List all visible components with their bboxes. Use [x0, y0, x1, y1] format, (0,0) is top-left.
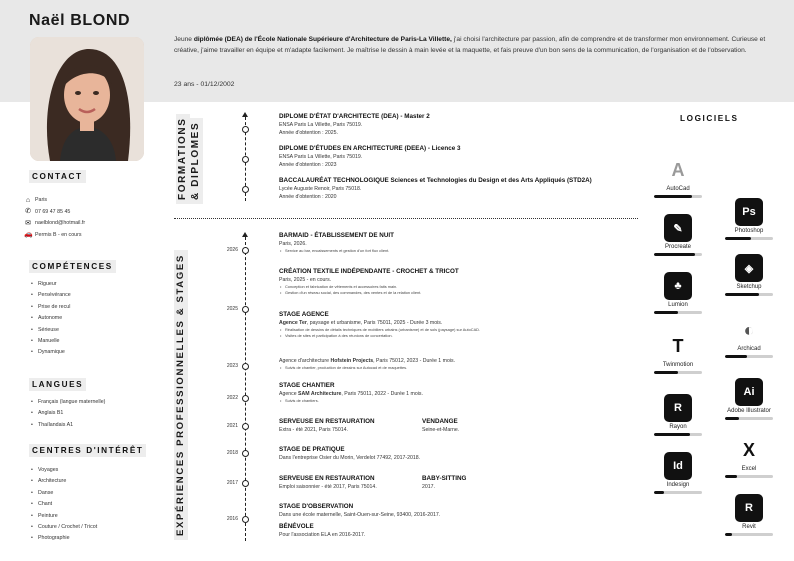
- experience-timeline-line: [245, 237, 246, 541]
- list-item: • Architecture: [31, 476, 97, 487]
- experience-entry: [422, 475, 466, 491]
- list-item: • Rigueur: [31, 279, 71, 290]
- education-section-label: [176, 114, 190, 204]
- software-name: Photoshop: [734, 228, 764, 234]
- software-level-bar: [725, 475, 773, 478]
- software-level-fill: [654, 433, 690, 436]
- education-entry: [279, 177, 592, 202]
- software-level-bar: [654, 371, 702, 374]
- software-name: Adobe Illustrator: [727, 408, 771, 414]
- education-entry: [279, 113, 430, 138]
- experience-dot: [242, 450, 249, 457]
- experience-entry: [279, 382, 423, 404]
- year-label: 2017: [226, 480, 238, 486]
- experience-dot: [242, 247, 249, 254]
- experience-detail: Paris, 2026.: [279, 241, 307, 247]
- software-item: [638, 156, 718, 198]
- software-level-bar: [725, 533, 773, 536]
- experience-detail: Dans une école maternelle, Saint-Ouen-sur-Seine, 93400, 2016-2017.: [279, 512, 441, 518]
- intro-text-part: Jeune: [174, 36, 194, 43]
- software-name: AutoCad: [666, 186, 690, 192]
- software-name: Archicad: [737, 346, 761, 352]
- software-level-bar: [654, 311, 702, 314]
- detail-text: , paysage et urbanisme, Paris 75011, 2025 - Durée 3 mois.: [306, 320, 443, 326]
- experience-entry: [422, 418, 459, 434]
- software-level-fill: [725, 533, 732, 536]
- age-birthdate: 23 ans - 01/12/2002: [174, 81, 235, 88]
- software-level-bar: [654, 491, 702, 494]
- software-item: [709, 316, 789, 358]
- detail-company: Agence Ter: [279, 320, 307, 326]
- contact-text: 07 69 47 85 45: [35, 208, 71, 215]
- languages-list: [31, 397, 105, 431]
- list-item: • Voyages: [31, 465, 97, 476]
- list-item: • Couture / Crochet / Tricot: [31, 522, 97, 533]
- experience-detail: [279, 357, 455, 365]
- software-name: Sketchup: [736, 284, 762, 290]
- intro-text-part: j'ai choisi l'architecture par passion, afin de comprendre et de transformer mon environnement. Curieuse et créative, j'aime travailler en équipe et m'adapte facilement. Je maîtrise le dessin à main levée et la maquette, et fais preuve d'un bon sens de la communication, de l'organisation et de l'observation.: [174, 36, 766, 54]
- software-level-fill: [654, 311, 678, 314]
- lumion-icon: ♣: [664, 272, 692, 300]
- year-label: 2016: [226, 516, 238, 522]
- software-item: [638, 452, 718, 494]
- car-icon: 🚗: [24, 231, 33, 239]
- software-item: [638, 394, 718, 436]
- software-level-bar: [654, 253, 702, 256]
- experience-section-label: [174, 250, 188, 540]
- list-item: • Thaïlandais A1: [31, 420, 105, 431]
- procreate-icon: ✎: [664, 214, 692, 242]
- experience-entry: [279, 418, 375, 434]
- software-item: [709, 436, 789, 478]
- education-entry: [279, 145, 460, 170]
- education-section-label-2: [189, 118, 203, 204]
- experience-dot: [242, 395, 249, 402]
- software-name: Indesign: [666, 482, 690, 488]
- experience-title: STAGE AGENCE: [279, 311, 329, 318]
- experience-entry: [279, 357, 455, 371]
- rayon-icon: R: [664, 394, 692, 422]
- experience-entry: [279, 268, 459, 296]
- experience-bullet: • Réalisation de dessins de détails techniques de mobiliers urbains (urbanisme) et de sols (paysage) sur AutoCAD.: [279, 327, 480, 333]
- skills-title: COMPÉTENCES: [29, 260, 116, 273]
- education-detail: Année d'obtention : 2020: [279, 194, 337, 201]
- list-item: • Danse: [31, 488, 97, 499]
- experience-detail: Dans l'entreprise Osier du Morin, Verdelot 77492, 2017-2018.: [279, 455, 421, 461]
- software-level-fill: [654, 371, 678, 374]
- experience-bullet: • Suivis de chantier, production de dessins sur Autocad et de maquettes.: [279, 365, 455, 371]
- experience-bullet: • Visites de sites et participation à des réunions de concertation.: [279, 333, 480, 339]
- contact-item: [24, 230, 85, 242]
- experience-detail: Extra - été 2021, Paris 75014.: [279, 427, 348, 433]
- experience-bullet: • Gestion d'un réseau social, des commandes, des ventes et de la relation client.: [279, 290, 459, 296]
- year-label: 2023: [226, 363, 238, 369]
- experience-detail: Emploi saisonnier - été 2017, Paris 75014.: [279, 484, 377, 490]
- software-name: Lumion: [668, 302, 688, 308]
- experience-title: CRÉATION TEXTILE INDÉPENDANTE - CROCHET & TRICOT: [279, 268, 459, 275]
- year-label: 2021: [226, 423, 238, 429]
- education-detail: Année d'obtention : 2025.: [279, 130, 338, 137]
- software-name: Twinmotion: [662, 362, 694, 368]
- contact-text: Permis B - en cours: [35, 231, 82, 238]
- detail-company: SAM Architecture: [298, 391, 342, 397]
- archicad-icon: ◐: [735, 316, 763, 344]
- list-item: • Persévérance: [31, 290, 71, 301]
- software-level-bar: [725, 237, 773, 240]
- contact-text: Paris: [35, 197, 48, 203]
- list-item: • Photographie: [31, 533, 97, 544]
- list-item: • Anglais B1: [31, 408, 105, 419]
- year-label: 2022: [226, 395, 238, 401]
- software-item: [709, 494, 789, 536]
- experience-dot: [242, 480, 249, 487]
- software-level-fill: [654, 491, 664, 494]
- education-detail: ENSA Paris La Villette, Paris 75019.: [279, 122, 363, 128]
- skills-list: [31, 279, 71, 359]
- experience-entry: [279, 523, 365, 539]
- contact-item: [24, 195, 85, 207]
- software-level-fill: [725, 293, 759, 296]
- detail-text: Agence: [279, 391, 299, 397]
- excel-icon: X: [735, 436, 763, 464]
- experience-detail: 2017.: [422, 484, 435, 490]
- experience-dot: [242, 423, 249, 430]
- interests-title: CENTRES D'INTÉRÊT: [29, 444, 146, 457]
- contact-item: [24, 207, 85, 219]
- experience-title: SERVEUSE EN RESTAURATION: [279, 475, 375, 482]
- experience-title: BARMAID - ÉTABLISSEMENT DE NUIT: [279, 232, 394, 239]
- experience-entry: [279, 503, 440, 519]
- education-label-line1: FORMATIONS: [177, 117, 188, 200]
- education-title: DIPLOME D'ÉTUDES EN ARCHITECTURE (DEEA) - Licence 3: [279, 145, 461, 152]
- education-detail: Lycée Auguste Renoir, Paris 75018.: [279, 186, 362, 192]
- experience-entry: [279, 311, 480, 339]
- experience-entry: [279, 475, 377, 491]
- list-item: • Chant: [31, 499, 97, 510]
- software-name: Revit: [742, 524, 756, 530]
- list-item: • Prise de recul: [31, 302, 71, 313]
- list-item: • Sérieuse: [31, 325, 71, 336]
- software-item: [709, 378, 789, 420]
- intro-paragraph: [174, 35, 774, 56]
- education-detail: ENSA Paris La Villette, Paris 75019.: [279, 154, 363, 160]
- experience-entry: [279, 232, 394, 254]
- portrait-illustration: [30, 37, 144, 161]
- experience-title: BÉNÉVOLE: [279, 523, 314, 530]
- experience-detail: Seine-et-Marne.: [422, 427, 460, 433]
- experience-title: STAGE D'OBSERVATION: [279, 503, 354, 510]
- software-level-fill: [725, 417, 739, 420]
- software-name: Procreate: [664, 244, 691, 250]
- revit-icon: R: [735, 494, 763, 522]
- experience-bullet: • Suivis de chantiers.: [279, 398, 423, 404]
- list-item: • Manuelle: [31, 336, 71, 347]
- software-level-bar: [654, 433, 702, 436]
- list-item: • Autonome: [31, 313, 71, 324]
- software-item: [709, 198, 789, 240]
- autocad-icon: A: [664, 156, 692, 184]
- education-title: DIPLOME D'ÉTAT D'ARCHITECTE (DEA) - Master 2: [279, 113, 430, 120]
- intro-text-part: diplômée (DEA) de l'École Nationale Supérieure d'Architecture de Paris-La Villette,: [193, 36, 452, 43]
- year-label: 2025: [226, 306, 238, 312]
- software-level-bar: [654, 195, 702, 198]
- software-level-bar: [725, 417, 773, 420]
- year-label: 2026: [226, 247, 238, 253]
- detail-company: Hofstein Projects: [330, 358, 374, 364]
- software-level-fill: [725, 475, 737, 478]
- experience-title: VENDANGE: [422, 418, 458, 425]
- year-label: 2018: [226, 450, 238, 456]
- sketchup-icon: ◈: [735, 254, 763, 282]
- mail-icon: ✉: [25, 219, 31, 227]
- experience-entry: [279, 446, 420, 462]
- interests-list: [31, 465, 97, 545]
- experience-title: SERVEUSE EN RESTAURATION: [279, 418, 375, 425]
- software-level-fill: [725, 237, 751, 240]
- software-item: [638, 272, 718, 314]
- experience-title: STAGE CHANTIER: [279, 382, 335, 389]
- software-title: LOGICIELS: [680, 114, 739, 123]
- experience-bullet: • Service au bar, encaissements et gestion d'un fort flux client.: [279, 248, 394, 254]
- software-name: Excel: [741, 466, 757, 472]
- contact-title: CONTACT: [29, 170, 86, 183]
- experience-detail: Pour l'association ELA en 2016-2017.: [279, 532, 366, 538]
- software-level-fill: [654, 195, 692, 198]
- experience-dot: [242, 363, 249, 370]
- contact-item: [24, 218, 85, 230]
- experience-detail: Paris, 2025 - en cours.: [279, 277, 332, 283]
- indesign-icon: Id: [664, 452, 692, 480]
- experience-bullet: • Conception et fabrication de vêtements et accessoires faits main.: [279, 284, 459, 290]
- software-level-bar: [725, 355, 773, 358]
- contact-text: naelblond@hotmail.fr: [35, 220, 86, 226]
- software-level-fill: [725, 355, 747, 358]
- software-item: [638, 214, 718, 256]
- illustrator-icon: Ai: [735, 378, 763, 406]
- detail-text: , Paris 75011, 2022 - Durée 1 mois.: [341, 391, 423, 397]
- detail-text: Agence d'architecture: [279, 358, 331, 364]
- education-dot: [242, 186, 249, 193]
- experience-dot: [242, 516, 249, 523]
- software-item: [709, 254, 789, 296]
- phone-icon: ✆: [25, 208, 31, 216]
- home-icon: ⌂: [25, 196, 31, 204]
- profile-photo: [30, 37, 144, 161]
- photoshop-icon: Ps: [735, 198, 763, 226]
- experience-detail: [279, 390, 423, 398]
- experience-title: STAGE DE PRATIQUE: [279, 446, 345, 453]
- software-level-bar: [725, 293, 773, 296]
- software-level-fill: [654, 253, 695, 256]
- experience-title: BABY-SITTING: [422, 475, 467, 482]
- experience-dot: [242, 306, 249, 313]
- contact-list: [24, 195, 85, 241]
- education-title: BACCALAURÉAT TECHNOLOGIQUE Sciences et Technologies du Design et des Arts Appliqués (STD2A): [279, 177, 592, 184]
- list-item: • Dynamique: [31, 347, 71, 358]
- section-separator: [174, 218, 638, 219]
- software-name: Rayon: [669, 424, 687, 430]
- list-item: • Français (langue maternelle): [31, 397, 105, 408]
- education-dot: [242, 156, 249, 163]
- list-item: • Peinture: [31, 511, 97, 522]
- education-label-line2: & DIPLOMES: [190, 121, 201, 200]
- experience-detail: [279, 319, 480, 327]
- software-item: [638, 332, 718, 374]
- languages-title: LANGUES: [29, 378, 86, 391]
- detail-text: , Paris 75012, 2023 - Durée 1 mois.: [373, 358, 456, 364]
- education-dot: [242, 126, 249, 133]
- person-name: Naël BLOND: [29, 12, 131, 29]
- experience-label: EXPÉRIENCES PROFESSIONNELLES & STAGES: [175, 254, 186, 536]
- twinmotion-icon: T: [664, 332, 692, 360]
- education-detail: Année d'obtention : 2023: [279, 162, 337, 169]
